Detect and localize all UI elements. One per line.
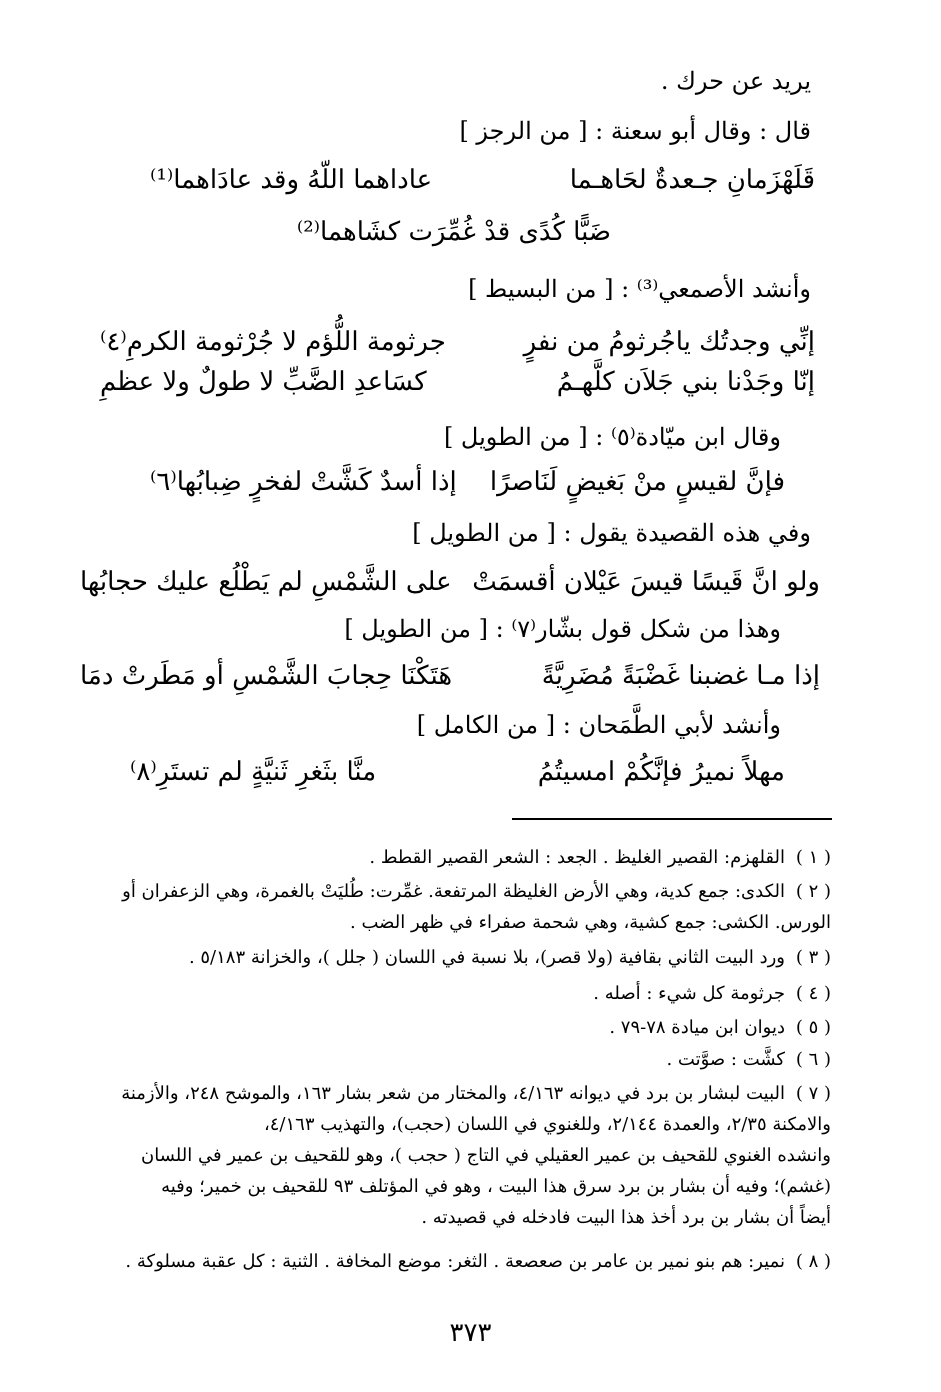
footnote-number: ( ٧ ) [795, 1083, 831, 1104]
verse-hemistich-second: جرثومة اللُّؤم لا جُرْثومة الكرمِ⁽٤⁾ [100, 327, 446, 357]
footnote-text-continued: الورس. الكشى: جمع كشية، وهي شحمة صفراء في ظهر الضب . [350, 912, 831, 933]
footnote [60, 978, 831, 1009]
footnote-number: ( ٦ ) [795, 1049, 831, 1070]
footnote [60, 842, 831, 873]
verse-hemistich-second: على الشَّمْسِ لم يَطْلُع عليك حجابُها [80, 567, 452, 597]
footnote [60, 876, 831, 938]
footnote-text-continued: (غشم)؛ وفيه أن بشار بن برد سرق هذا البيت ، وهو في المؤتلف ٩٣ للقحيف بن خمير؛ وفيه [161, 1176, 831, 1197]
poem-intro: وأنشد لأبي الطَّمَحان : [ من الكامل ] [416, 711, 781, 739]
footnote-text: نمير: هم بنو نمير بن عامر بن صعصعة . الثغر: موضع المخافة . الثنية : كل عقبة مسلوكة . [125, 1251, 785, 1272]
footnote-number: ( ١ ) [795, 847, 831, 868]
footnote-text: جرثومة كل شيء : أصله . [593, 983, 785, 1004]
poem-intro: وهذا من شكل قول بشّار⁽٧⁾ : [ من الطويل ] [344, 615, 781, 643]
footnote-text: القلهزم: القصير الغليظ . الجعد : الشعر القصير القطط . [369, 847, 785, 868]
footnote [60, 1012, 831, 1043]
page-number: ٣٧٣ [449, 1318, 492, 1348]
footnote [60, 942, 831, 973]
poem-intro: وأنشد الأصمعي⁽³⁾ : [ من البسيط ] [468, 275, 811, 303]
footnote-text: ورد البيت الثاني بقافية (ولا قصر)، بلا نسبة في اللسان ( جلل )، والخزانة ٥/١٨٣ . [188, 947, 785, 968]
footnote [60, 1246, 831, 1277]
verse-hemistich-first: قَلَهْزَمانِ جـعدةٌ لحَاهـما [569, 165, 815, 195]
footnote-text-continued: والامكنة ٢/٣٥، والعمدة ٢/١٤٤، وللغنوي في اللسان (حجب)، والتهذيب ٤/١٦٣، [263, 1114, 831, 1135]
poem-intro: وقال ابن ميّادة⁽٥⁾ : [ من الطويل ] [443, 423, 781, 451]
footnote-separator [512, 818, 832, 820]
verse-hemistich-first: إذا مـا غضبنا غَضْبَةً مُضَرِيَّةً [541, 661, 820, 691]
verse-hemistich-second: منَّا بثَغرِ ثَنيَّةٍ لم تستَرِ⁽٨⁾ [130, 757, 377, 787]
footnote-number: ( ٣ ) [795, 947, 831, 968]
footnote-text: ديوان ابن ميادة ٧٨-٧٩ . [609, 1017, 785, 1038]
verse-hemistich-first: إنّا وجَدْنا بني جَلاَن كلَّهـمُ [556, 367, 815, 397]
verse-hemistich-second: عاداهما اللّهُ وقد عادَاهما⁽¹⁾ [150, 165, 433, 195]
footnote-text: البيت لبشار بن برد في ديوانه ٤/١٦٣، والمختار من شعر بشار ١٦٣، والموشح ٢٤٨، والأزمنة [121, 1083, 785, 1104]
verse-hemistich-first: ولو انَّ قَيسًا قيسَ عَيْلان أقسمَتْ [472, 567, 820, 597]
footnote-number: ( ٥ ) [795, 1017, 831, 1038]
footnote-text-continued: وانشده الغنوي للقحيف بن عمير العقيلي في التاج ( حجب )، وهو للقحيف بن عمير في اللسان [141, 1145, 831, 1166]
verse-hemistich-first: إنِّي وجدتُك ياجُرثومُ من نفرٍ [523, 327, 815, 357]
prose-line: يريد عن حرك . [660, 67, 811, 95]
verse-hemistich-second: إذا أسدٌ كَشَّتْ لفخرٍ ضِبابُها⁽٦⁾ [150, 467, 457, 497]
footnote [60, 1078, 831, 1238]
verse-hemistich-second: كسَاعدِ الضَّبِّ لا طولٌ ولا عظمِ [100, 367, 427, 397]
footnote [60, 1044, 831, 1075]
verse-hemistich-first: مهلاً نميرُ فإنَّكُمْ امسيتُمُ [537, 757, 785, 787]
footnote-number: ( ٤ ) [795, 983, 831, 1004]
verse-continuation: ضَبًّا كُدًى قدْ غُمِّرَت كشَاهما⁽²⁾ [296, 217, 611, 247]
footnote-number: ( ٨ ) [795, 1251, 831, 1272]
footnote-text-continued: أيضاً أن بشار بن برد أخذ هذا البيت فادخله في قصيدته . [421, 1207, 831, 1228]
verse-hemistich-first: فإنَّ لقيسٍ منْ بَغيضٍ لَنَاصرًا [489, 467, 785, 497]
poem-intro: قال : وقال أبو سعنة : [ من الرجز ] [459, 117, 811, 145]
poem-intro: وفي هذه القصيدة يقول : [ من الطويل ] [412, 519, 811, 547]
verse-hemistich-second: هَتَكْنَا حِجابَ الشَّمْسِ أو مَطَرتْ دمَا [80, 661, 453, 691]
footnote-number: ( ٢ ) [795, 881, 831, 902]
footnote-text: كشَّت : صوَّتت . [666, 1049, 785, 1070]
footnote-text: الكدى: جمع كدية، وهي الأرض الغليظة المرتفعة. غمِّرت: طُليَتْ بالغمرة، وهي الزعفران أو [122, 881, 785, 902]
